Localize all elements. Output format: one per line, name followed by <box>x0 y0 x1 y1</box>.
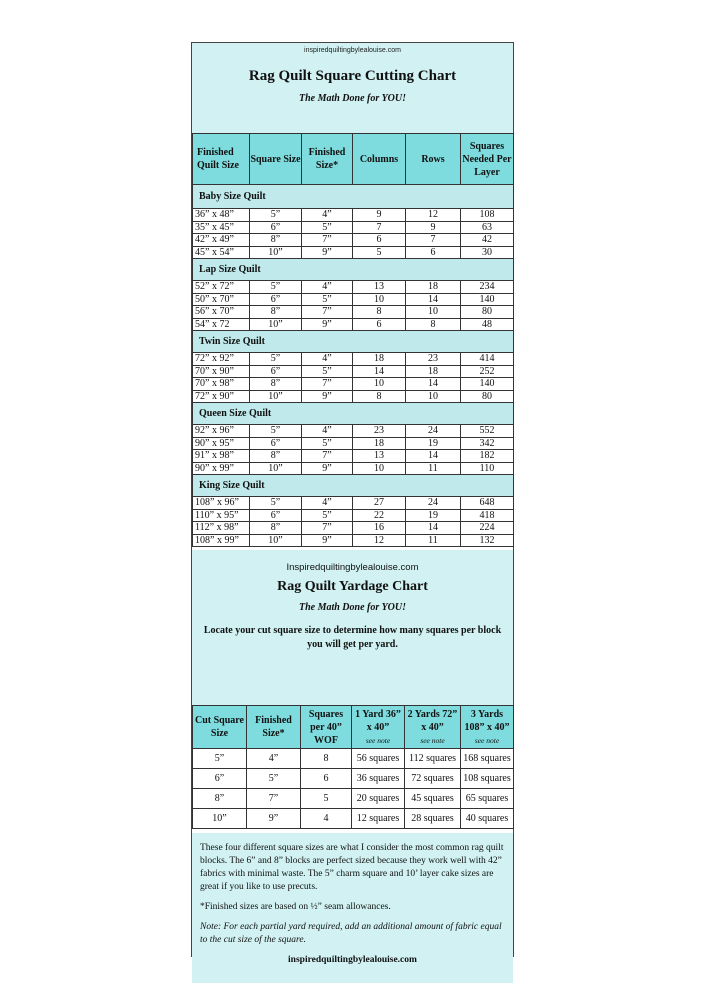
table-cell: 110 <box>461 462 514 475</box>
table-cell: 8” <box>250 378 302 391</box>
table-cell: 54” x 72 <box>193 318 250 331</box>
table-cell: 140 <box>461 293 514 306</box>
table-cell: 18 <box>353 353 406 366</box>
table-cell: 8 <box>353 390 406 403</box>
section-row <box>193 331 514 353</box>
section-row <box>193 403 514 425</box>
table-cell: 5” <box>250 281 302 294</box>
table-cell: 11 <box>406 462 461 475</box>
col-squares-needed: Squares Needed Per Layer <box>461 134 514 185</box>
col-rows: Rows <box>406 134 461 185</box>
table-row <box>193 293 514 306</box>
table-row <box>193 450 514 463</box>
table-cell: 63 <box>461 221 514 234</box>
table-cell: 14 <box>406 378 461 391</box>
table-row <box>193 534 514 547</box>
table-cell: 6” <box>250 293 302 306</box>
table-row <box>193 353 514 366</box>
table-cell: 6 <box>353 234 406 247</box>
table-cell: 5 <box>301 789 352 809</box>
table-cell: 14 <box>406 522 461 535</box>
table-cell: 48 <box>461 318 514 331</box>
quilt-chart-sheet <box>191 42 514 965</box>
col-three-yards: 3 Yards 108” x 40” see note <box>461 706 514 749</box>
table-cell: 10 <box>353 462 406 475</box>
table-cell: 4 <box>301 809 352 829</box>
table-cell: 7” <box>302 378 353 391</box>
table-cell: 8” <box>250 522 302 535</box>
table-cell: 42” x 49” <box>193 234 250 247</box>
table-cell: 5” <box>302 509 353 522</box>
see-note-label: see note <box>474 735 500 745</box>
cutting-chart-title: Rag Quilt Square Cutting Chart <box>248 68 457 84</box>
table-cell: 72” x 90” <box>193 390 250 403</box>
cutting-table-header <box>193 134 514 185</box>
table-row <box>193 749 514 769</box>
table-cell: 552 <box>461 425 514 438</box>
table-cell: 9” <box>302 462 353 475</box>
cutting-chart-subtitle: The Math Done for YOU! <box>298 93 407 104</box>
table-row <box>193 378 514 391</box>
yardage-site-url: Inspiredquiltingbylealouise.com <box>286 562 419 573</box>
table-cell: 7” <box>302 234 353 247</box>
table-cell: 8 <box>353 306 406 319</box>
table-cell: 252 <box>461 365 514 378</box>
table-cell: 10” <box>250 246 302 259</box>
table-cell: 80 <box>461 306 514 319</box>
table-cell: 9 <box>353 209 406 222</box>
section-row <box>193 475 514 497</box>
table-cell: 234 <box>461 281 514 294</box>
table-cell: 14 <box>406 450 461 463</box>
table-cell: 8 <box>406 318 461 331</box>
col-columns: Columns <box>353 134 406 185</box>
table-row <box>193 509 514 522</box>
table-cell: 70” x 90” <box>193 365 250 378</box>
table-cell: 6” <box>193 769 247 789</box>
table-cell: 18 <box>353 437 406 450</box>
table-row <box>193 306 514 319</box>
table-cell: 90” x 95” <box>193 437 250 450</box>
table-cell: 108” x 99” <box>193 534 250 547</box>
cutting-table <box>192 133 514 547</box>
table-cell: 22 <box>353 509 406 522</box>
table-cell: 14 <box>406 293 461 306</box>
table-cell: 27 <box>353 497 406 510</box>
col-square-size: Square Size <box>250 134 302 185</box>
table-cell: 5” <box>302 365 353 378</box>
table-cell: 8 <box>301 749 352 769</box>
table-cell: 10” <box>250 534 302 547</box>
see-note-label: see note <box>365 735 391 745</box>
table-cell: 10” <box>250 390 302 403</box>
table-cell: 5” <box>193 749 247 769</box>
table-cell: 8” <box>250 450 302 463</box>
notes-box <box>192 833 513 983</box>
table-cell: 6” <box>250 365 302 378</box>
table-cell: 10” <box>250 462 302 475</box>
table-cell: 10 <box>353 293 406 306</box>
yardage-table <box>192 705 514 829</box>
table-cell: 18 <box>406 365 461 378</box>
table-cell: 45” x 54” <box>193 246 250 259</box>
table-row <box>193 769 514 789</box>
table-cell: 6” <box>250 437 302 450</box>
section-row <box>193 259 514 281</box>
header-site-url: inspiredquiltingbylealouise.com <box>304 47 401 54</box>
table-cell: 6 <box>301 769 352 789</box>
table-cell: 92” x 96” <box>193 425 250 438</box>
table-cell: 7” <box>302 450 353 463</box>
table-row <box>193 497 514 510</box>
table-cell: 342 <box>461 437 514 450</box>
table-cell: 13 <box>353 281 406 294</box>
table-cell: 108 squares <box>461 769 514 789</box>
table-cell: 20 squares <box>352 789 405 809</box>
table-cell: 28 squares <box>405 809 461 829</box>
table-cell: 5 <box>353 246 406 259</box>
col-finished-size: Finished Size* <box>302 134 353 185</box>
table-cell: 9 <box>406 221 461 234</box>
table-cell: 10” <box>250 318 302 331</box>
section-label: King Size Quilt <box>193 475 514 497</box>
table-cell: 5” <box>302 293 353 306</box>
table-row <box>193 809 514 829</box>
table-cell: 6 <box>353 318 406 331</box>
table-row <box>193 437 514 450</box>
table-cell: 12 squares <box>352 809 405 829</box>
table-cell: 40 squares <box>461 809 514 829</box>
yardage-chart-subtitle: The Math Done for YOU! <box>298 602 407 613</box>
yardage-chart-header <box>192 550 513 705</box>
table-cell: 4” <box>302 497 353 510</box>
section-row <box>193 185 514 209</box>
table-row <box>193 789 514 809</box>
table-cell: 5” <box>247 769 301 789</box>
table-row <box>193 390 514 403</box>
table-cell: 90” x 99” <box>193 462 250 475</box>
section-label: Baby Size Quilt <box>193 185 514 209</box>
table-cell: 108” x 96” <box>193 497 250 510</box>
table-cell: 9” <box>302 318 353 331</box>
notes-paragraph-partial-yard: Note: For each partial yard required, add an additional amount of fabric equal to the cut size of the square. <box>200 922 502 945</box>
table-cell: 12 <box>353 534 406 547</box>
yardage-instruction: Locate your cut square size to determine how many squares per block you will get per yard. <box>203 625 502 650</box>
table-cell: 8” <box>193 789 247 809</box>
table-row <box>193 246 514 259</box>
table-cell: 19 <box>406 509 461 522</box>
table-row <box>193 365 514 378</box>
section-label: Queen Size Quilt <box>193 403 514 425</box>
table-cell: 112” x 98” <box>193 522 250 535</box>
table-cell: 8” <box>250 234 302 247</box>
table-cell: 182 <box>461 450 514 463</box>
table-row <box>193 462 514 475</box>
table-cell: 6 <box>406 246 461 259</box>
col-two-yards: 2 Yards 72” x 40” see note <box>405 706 461 749</box>
table-cell: 50” x 70” <box>193 293 250 306</box>
table-cell: 224 <box>461 522 514 535</box>
table-cell: 4” <box>302 353 353 366</box>
table-cell: 4” <box>302 209 353 222</box>
yardage-chart-title: Rag Quilt Yardage Chart <box>277 579 428 594</box>
table-row <box>193 281 514 294</box>
footer-site-url: inspiredquiltingbylealouise.com <box>288 955 417 965</box>
table-cell: 52” x 72” <box>193 281 250 294</box>
table-cell: 414 <box>461 353 514 366</box>
table-cell: 9” <box>302 246 353 259</box>
table-cell: 110” x 95” <box>193 509 250 522</box>
table-cell: 10” <box>193 809 247 829</box>
col-squares-per-wof: Squares per 40” WOF <box>301 706 352 749</box>
table-cell: 10 <box>353 378 406 391</box>
table-cell: 648 <box>461 497 514 510</box>
table-cell: 56 squares <box>352 749 405 769</box>
table-cell: 4” <box>302 425 353 438</box>
table-cell: 5” <box>250 497 302 510</box>
table-cell: 23 <box>353 425 406 438</box>
table-cell: 5” <box>302 437 353 450</box>
table-cell: 168 squares <box>461 749 514 769</box>
table-cell: 140 <box>461 378 514 391</box>
table-row <box>193 234 514 247</box>
table-cell: 5” <box>250 353 302 366</box>
table-cell: 36 squares <box>352 769 405 789</box>
cutting-chart-header <box>192 43 513 133</box>
table-cell: 10 <box>406 306 461 319</box>
table-cell: 11 <box>406 534 461 547</box>
table-cell: 7” <box>302 306 353 319</box>
table-cell: 7 <box>406 234 461 247</box>
table-cell: 65 squares <box>461 789 514 809</box>
table-cell: 6” <box>250 509 302 522</box>
section-label: Twin Size Quilt <box>193 331 514 353</box>
table-cell: 19 <box>406 437 461 450</box>
table-cell: 42 <box>461 234 514 247</box>
table-cell: 35” x 45” <box>193 221 250 234</box>
table-cell: 30 <box>461 246 514 259</box>
col-finished-quilt-size: Finished Quilt Size <box>193 134 250 185</box>
table-cell: 72” x 92” <box>193 353 250 366</box>
table-cell: 12 <box>406 209 461 222</box>
see-note-label: see note <box>420 735 445 745</box>
table-cell: 16 <box>353 522 406 535</box>
table-cell: 24 <box>406 497 461 510</box>
col-one-yard: 1 Yard 36” x 40” see note <box>352 706 405 749</box>
table-cell: 13 <box>353 450 406 463</box>
notes-paragraph-seam: *Finished sizes are based on ½” seam allowances. <box>200 902 391 912</box>
notes-paragraph-sizes: These four different square sizes are what I consider the most common rag quilt blocks. The 6” and 8” blocks are perfect sized because they work well with 42” fabrics with minimal waste. The 5” charm square and 10’ layer cake sizes are great if you like to use precuts. <box>200 843 504 892</box>
col-yard-finished-size: Finished Size* <box>247 706 301 749</box>
table-row <box>193 221 514 234</box>
table-cell: 45 squares <box>405 789 461 809</box>
table-cell: 6” <box>250 221 302 234</box>
table-cell: 4” <box>247 749 301 769</box>
table-cell: 36” x 48” <box>193 209 250 222</box>
table-row <box>193 209 514 222</box>
table-row <box>193 318 514 331</box>
table-cell: 14 <box>353 365 406 378</box>
table-cell: 80 <box>461 390 514 403</box>
table-cell: 91” x 98” <box>193 450 250 463</box>
table-cell: 5” <box>250 425 302 438</box>
table-row <box>193 522 514 535</box>
table-cell: 9” <box>302 390 353 403</box>
table-cell: 56” x 70” <box>193 306 250 319</box>
table-cell: 5” <box>302 221 353 234</box>
table-cell: 24 <box>406 425 461 438</box>
table-cell: 7” <box>302 522 353 535</box>
table-row <box>193 425 514 438</box>
yardage-table-header <box>193 706 514 749</box>
table-cell: 5” <box>250 209 302 222</box>
table-cell: 418 <box>461 509 514 522</box>
table-cell: 112 squares <box>405 749 461 769</box>
table-cell: 70” x 98” <box>193 378 250 391</box>
table-cell: 9” <box>247 809 301 829</box>
table-cell: 8” <box>250 306 302 319</box>
col-cut-square-size: Cut Square Size <box>193 706 247 749</box>
section-label: Lap Size Quilt <box>193 259 514 281</box>
table-cell: 9” <box>302 534 353 547</box>
table-cell: 7” <box>247 789 301 809</box>
table-cell: 132 <box>461 534 514 547</box>
table-cell: 18 <box>406 281 461 294</box>
table-cell: 10 <box>406 390 461 403</box>
table-cell: 108 <box>461 209 514 222</box>
table-cell: 4” <box>302 281 353 294</box>
table-cell: 23 <box>406 353 461 366</box>
table-cell: 72 squares <box>405 769 461 789</box>
table-cell: 7 <box>353 221 406 234</box>
